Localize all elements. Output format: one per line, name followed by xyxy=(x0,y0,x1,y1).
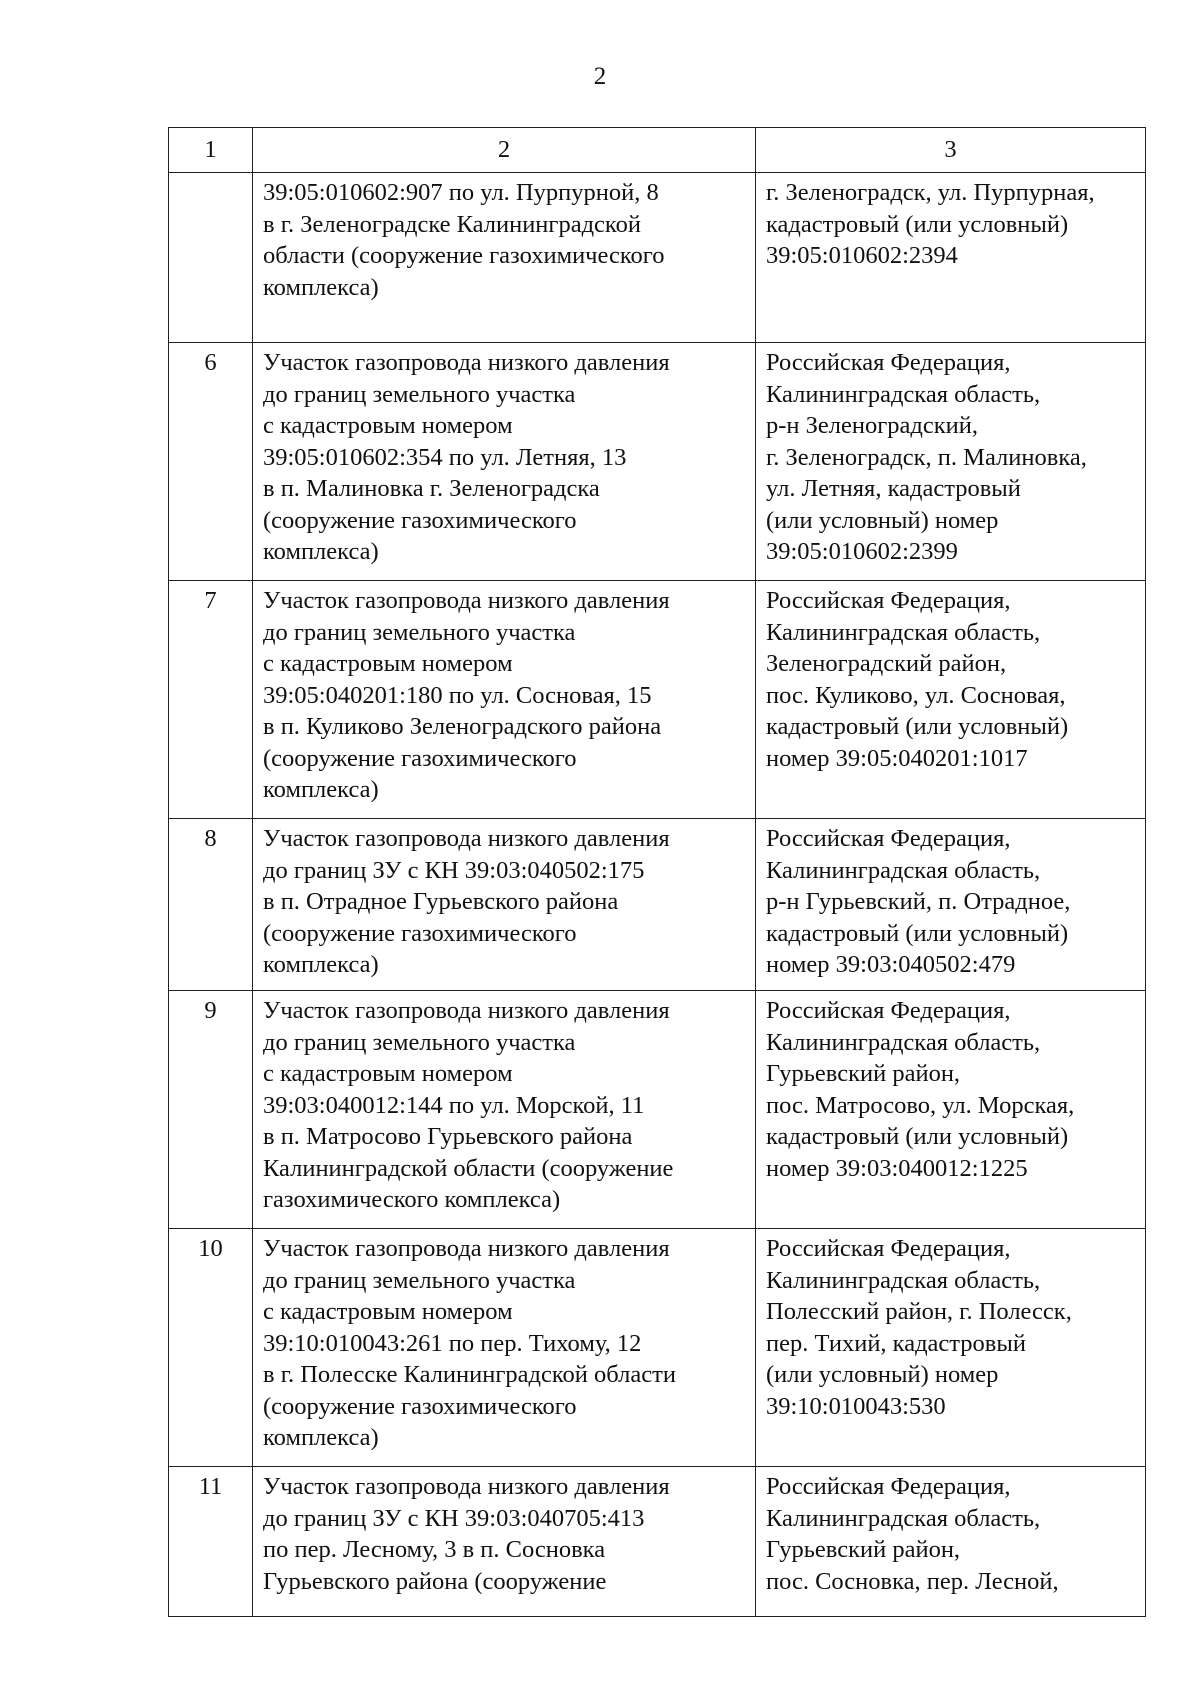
address-cell: Российская Федерация, Калининградская область, Гурьевский район, пос. Сосновка, пер. Лесной, xyxy=(756,1467,1146,1617)
table-row xyxy=(169,991,1146,1229)
table-row xyxy=(169,173,1146,343)
address-cell: Российская Федерация, Калининградская область, р-н Гурьевский, п. Отрадное, кадастровый (или условный) номер 39:03:040502:479 xyxy=(756,819,1146,991)
table-row xyxy=(169,343,1146,581)
object-description-cell: 39:05:010602:907 по ул. Пурпурной, 8 в г. Зеленоградске Калининградской области (сооружение газохимического комплекса) xyxy=(253,173,756,343)
object-description-cell: Участок газопровода низкого давления до границ земельного участка с кадастровым номером 39:05:040201:180 по ул. Сосновая, 15 в п. Куликово Зеленоградского района (сооружение газохимического комплекса) xyxy=(253,581,756,819)
gas-pipeline-table xyxy=(168,127,1146,1617)
address-cell: г. Зеленоградск, ул. Пурпурная, кадастровый (или условный) 39:05:010602:2394 xyxy=(756,173,1146,343)
table-header-row xyxy=(169,128,1146,173)
row-number-cell: 9 xyxy=(169,991,253,1229)
row-number-cell: 10 xyxy=(169,1229,253,1467)
table-row xyxy=(169,819,1146,991)
address-cell: Российская Федерация, Калининградская область, Гурьевский район, пос. Матросово, ул. Морская, кадастровый (или условный) номер 39:03:040012:1225 xyxy=(756,991,1146,1229)
table-row xyxy=(169,1229,1146,1467)
table-row xyxy=(169,581,1146,819)
page-number: 2 xyxy=(593,63,607,90)
object-description-cell: Участок газопровода низкого давления до границ земельного участка с кадастровым номером 39:03:040012:144 по ул. Морской, 11 в п. Матросово Гурьевского района Калининградской области (сооружение газохимического комплекса) xyxy=(253,991,756,1229)
object-description-cell: Участок газопровода низкого давления до границ земельного участка с кадастровым номером 39:05:010602:354 по ул. Летняя, 13 в п. Малиновка г. Зеленоградска (сооружение газохимического комплекса) xyxy=(253,343,756,581)
row-number-cell: 8 xyxy=(169,819,253,991)
row-number-cell: 7 xyxy=(169,581,253,819)
row-number-cell: 6 xyxy=(169,343,253,581)
column-header-1: 1 xyxy=(169,128,253,173)
column-header-2: 2 xyxy=(253,128,756,173)
row-number-cell: 11 xyxy=(169,1467,253,1617)
address-cell: Российская Федерация, Калининградская область, р-н Зеленоградский, г. Зеленоградск, п. Малиновка, ул. Летняя, кадастровый (или условный) номер 39:05:010602:2399 xyxy=(756,343,1146,581)
address-cell: Российская Федерация, Калининградская область, Полесский район, г. Полесск, пер. Тихий, кадастровый (или условный) номер 39:10:010043:530 xyxy=(756,1229,1146,1467)
row-number-cell xyxy=(169,173,253,343)
table-row xyxy=(169,1467,1146,1617)
object-description-cell: Участок газопровода низкого давления до границ ЗУ с КН 39:03:040502:175 в п. Отрадное Гурьевского района (сооружение газохимического комплекса) xyxy=(253,819,756,991)
object-description-cell: Участок газопровода низкого давления до границ ЗУ с КН 39:03:040705:413 по пер. Лесному, 3 в п. Сосновка Гурьевского района (сооружение xyxy=(253,1467,756,1617)
column-header-3: 3 xyxy=(756,128,1146,173)
object-description-cell: Участок газопровода низкого давления до границ земельного участка с кадастровым номером 39:10:010043:261 по пер. Тихому, 12 в г. Полесске Калининградской области (сооружение газохимического комплекса) xyxy=(253,1229,756,1467)
address-cell: Российская Федерация, Калининградская область, Зеленоградский район, пос. Куликово, ул. Сосновая, кадастровый (или условный) номер 39:05:040201:1017 xyxy=(756,581,1146,819)
